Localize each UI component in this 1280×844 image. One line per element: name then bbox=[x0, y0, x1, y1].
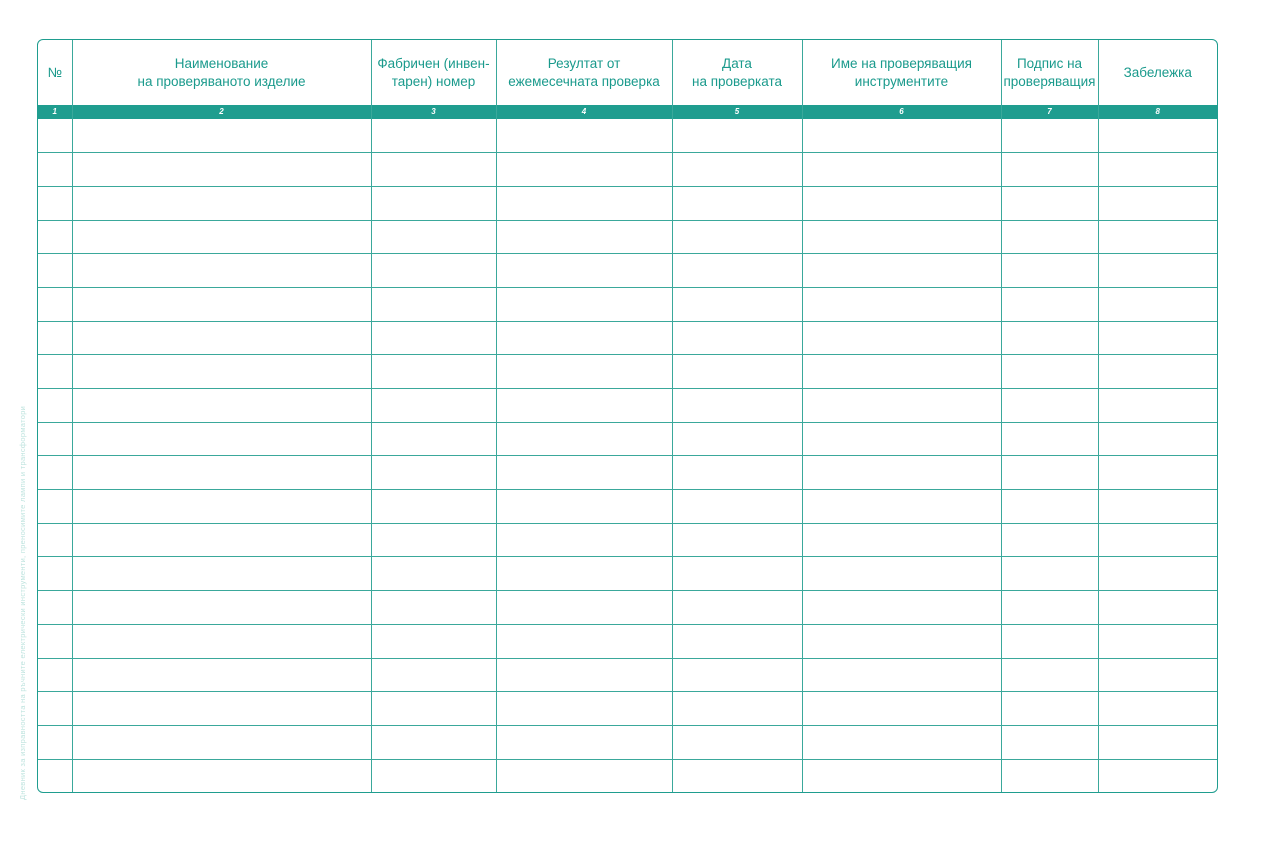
cell-inspector-signature bbox=[1001, 119, 1098, 153]
cell-number bbox=[38, 523, 72, 557]
cell-check-date bbox=[672, 389, 802, 423]
table-row bbox=[38, 692, 1217, 726]
cell-inspector-signature bbox=[1001, 725, 1098, 759]
cell-inspector-signature bbox=[1001, 153, 1098, 187]
table-row bbox=[38, 422, 1217, 456]
cell-number bbox=[38, 220, 72, 254]
table-row bbox=[38, 624, 1217, 658]
cell-serial-number bbox=[371, 624, 496, 658]
cell-remarks bbox=[1098, 591, 1217, 625]
column-number: 1 bbox=[38, 105, 72, 119]
column-number-row bbox=[38, 105, 1217, 119]
cell-remarks bbox=[1098, 759, 1217, 793]
cell-inspector-signature bbox=[1001, 321, 1098, 355]
cell-item-name bbox=[72, 389, 371, 423]
cell-serial-number bbox=[371, 287, 496, 321]
cell-serial-number bbox=[371, 557, 496, 591]
cell-item-name bbox=[72, 759, 371, 793]
cell-check-result bbox=[496, 186, 672, 220]
cell-check-result bbox=[496, 422, 672, 456]
cell-number bbox=[38, 355, 72, 389]
cell-serial-number bbox=[371, 321, 496, 355]
table-row bbox=[38, 119, 1217, 153]
table-row bbox=[38, 490, 1217, 524]
cell-check-result bbox=[496, 490, 672, 524]
column-number: 4 bbox=[496, 105, 672, 119]
cell-serial-number bbox=[371, 725, 496, 759]
cell-check-result bbox=[496, 254, 672, 288]
cell-inspector-name bbox=[802, 725, 1001, 759]
cell-number bbox=[38, 119, 72, 153]
cell-item-name bbox=[72, 254, 371, 288]
cell-serial-number bbox=[371, 591, 496, 625]
column-number: 8 bbox=[1098, 105, 1217, 119]
column-number: 3 bbox=[371, 105, 496, 119]
cell-serial-number bbox=[371, 490, 496, 524]
cell-number bbox=[38, 254, 72, 288]
cell-inspector-name bbox=[802, 287, 1001, 321]
cell-item-name bbox=[72, 287, 371, 321]
cell-inspector-name bbox=[802, 624, 1001, 658]
cell-remarks bbox=[1098, 624, 1217, 658]
cell-check-date bbox=[672, 725, 802, 759]
cell-remarks bbox=[1098, 119, 1217, 153]
cell-check-date bbox=[672, 557, 802, 591]
cell-check-date bbox=[672, 759, 802, 793]
cell-item-name bbox=[72, 153, 371, 187]
table-row bbox=[38, 591, 1217, 625]
cell-inspector-name bbox=[802, 523, 1001, 557]
cell-check-result bbox=[496, 287, 672, 321]
cell-number bbox=[38, 624, 72, 658]
header-inspector-name: Име на проверяващия инструментите bbox=[802, 40, 1001, 105]
cell-item-name bbox=[72, 119, 371, 153]
cell-inspector-signature bbox=[1001, 186, 1098, 220]
side-note: Дневник за изправността на ръчните електрически инструменти, преносимите лампи и трансформатори bbox=[18, 405, 27, 800]
cell-check-result bbox=[496, 321, 672, 355]
cell-number bbox=[38, 287, 72, 321]
cell-inspector-signature bbox=[1001, 422, 1098, 456]
table-row bbox=[38, 759, 1217, 793]
cell-check-result bbox=[496, 523, 672, 557]
cell-item-name bbox=[72, 523, 371, 557]
cell-check-result bbox=[496, 119, 672, 153]
cell-number bbox=[38, 692, 72, 726]
header-item-name: Наименование на проверяваното изделие bbox=[72, 40, 371, 105]
cell-check-date bbox=[672, 119, 802, 153]
cell-serial-number bbox=[371, 456, 496, 490]
cell-number bbox=[38, 456, 72, 490]
cell-remarks bbox=[1098, 658, 1217, 692]
cell-inspector-name bbox=[802, 254, 1001, 288]
cell-inspector-name bbox=[802, 456, 1001, 490]
cell-serial-number bbox=[371, 220, 496, 254]
cell-remarks bbox=[1098, 287, 1217, 321]
header-row bbox=[38, 40, 1217, 105]
column-number: 2 bbox=[72, 105, 371, 119]
cell-remarks bbox=[1098, 254, 1217, 288]
cell-remarks bbox=[1098, 153, 1217, 187]
cell-item-name bbox=[72, 658, 371, 692]
cell-remarks bbox=[1098, 422, 1217, 456]
cell-check-result bbox=[496, 658, 672, 692]
column-number: 5 bbox=[672, 105, 802, 119]
cell-check-date bbox=[672, 591, 802, 625]
journal-table bbox=[38, 40, 1217, 793]
cell-serial-number bbox=[371, 422, 496, 456]
cell-inspector-signature bbox=[1001, 523, 1098, 557]
cell-serial-number bbox=[371, 186, 496, 220]
table-row bbox=[38, 153, 1217, 187]
cell-serial-number bbox=[371, 254, 496, 288]
cell-check-result bbox=[496, 153, 672, 187]
cell-number bbox=[38, 186, 72, 220]
cell-serial-number bbox=[371, 153, 496, 187]
journal-body bbox=[38, 119, 1217, 793]
cell-item-name bbox=[72, 591, 371, 625]
cell-inspector-name bbox=[802, 591, 1001, 625]
cell-check-date bbox=[672, 186, 802, 220]
cell-inspector-name bbox=[802, 355, 1001, 389]
cell-check-date bbox=[672, 254, 802, 288]
header-check-result: Резултат от ежемесечната проверка bbox=[496, 40, 672, 105]
cell-inspector-name bbox=[802, 220, 1001, 254]
cell-check-date bbox=[672, 321, 802, 355]
cell-inspector-signature bbox=[1001, 591, 1098, 625]
cell-inspector-name bbox=[802, 658, 1001, 692]
cell-check-date bbox=[672, 624, 802, 658]
cell-check-date bbox=[672, 355, 802, 389]
table-row bbox=[38, 287, 1217, 321]
cell-inspector-signature bbox=[1001, 557, 1098, 591]
cell-item-name bbox=[72, 321, 371, 355]
cell-remarks bbox=[1098, 557, 1217, 591]
cell-number bbox=[38, 321, 72, 355]
cell-inspector-signature bbox=[1001, 658, 1098, 692]
cell-check-result bbox=[496, 759, 672, 793]
cell-item-name bbox=[72, 186, 371, 220]
cell-remarks bbox=[1098, 490, 1217, 524]
column-number: 7 bbox=[1001, 105, 1098, 119]
cell-inspector-name bbox=[802, 557, 1001, 591]
cell-inspector-signature bbox=[1001, 759, 1098, 793]
cell-serial-number bbox=[371, 523, 496, 557]
table-row bbox=[38, 725, 1217, 759]
table-row bbox=[38, 254, 1217, 288]
cell-number bbox=[38, 490, 72, 524]
cell-inspector-signature bbox=[1001, 254, 1098, 288]
cell-item-name bbox=[72, 422, 371, 456]
cell-check-date bbox=[672, 456, 802, 490]
cell-remarks bbox=[1098, 523, 1217, 557]
cell-inspector-signature bbox=[1001, 456, 1098, 490]
cell-check-result bbox=[496, 355, 672, 389]
cell-check-result bbox=[496, 624, 672, 658]
cell-inspector-name bbox=[802, 422, 1001, 456]
cell-remarks bbox=[1098, 692, 1217, 726]
cell-number bbox=[38, 389, 72, 423]
cell-check-result bbox=[496, 220, 672, 254]
cell-serial-number bbox=[371, 355, 496, 389]
cell-check-date bbox=[672, 220, 802, 254]
cell-serial-number bbox=[371, 658, 496, 692]
cell-number bbox=[38, 557, 72, 591]
cell-check-result bbox=[496, 692, 672, 726]
cell-remarks bbox=[1098, 725, 1217, 759]
cell-check-result bbox=[496, 389, 672, 423]
table-row bbox=[38, 658, 1217, 692]
header-inspector-signature: Подпис на проверяващия bbox=[1001, 40, 1098, 105]
table-row bbox=[38, 321, 1217, 355]
cell-remarks bbox=[1098, 321, 1217, 355]
cell-serial-number bbox=[371, 759, 496, 793]
cell-item-name bbox=[72, 355, 371, 389]
cell-inspector-signature bbox=[1001, 624, 1098, 658]
table-row bbox=[38, 186, 1217, 220]
cell-serial-number bbox=[371, 692, 496, 726]
cell-serial-number bbox=[371, 389, 496, 423]
cell-number bbox=[38, 591, 72, 625]
header-remarks: Забележка bbox=[1098, 40, 1217, 105]
cell-check-date bbox=[672, 692, 802, 726]
cell-remarks bbox=[1098, 355, 1217, 389]
header-check-date: Дата на проверката bbox=[672, 40, 802, 105]
cell-inspector-name bbox=[802, 153, 1001, 187]
cell-check-result bbox=[496, 725, 672, 759]
cell-inspector-signature bbox=[1001, 220, 1098, 254]
table-row bbox=[38, 220, 1217, 254]
cell-check-date bbox=[672, 523, 802, 557]
table-row bbox=[38, 557, 1217, 591]
cell-number bbox=[38, 725, 72, 759]
table-row bbox=[38, 355, 1217, 389]
cell-inspector-signature bbox=[1001, 287, 1098, 321]
cell-item-name bbox=[72, 220, 371, 254]
cell-inspector-name bbox=[802, 759, 1001, 793]
column-number: 6 bbox=[802, 105, 1001, 119]
table-row bbox=[38, 456, 1217, 490]
cell-inspector-signature bbox=[1001, 692, 1098, 726]
cell-inspector-signature bbox=[1001, 355, 1098, 389]
cell-inspector-name bbox=[802, 119, 1001, 153]
cell-item-name bbox=[72, 557, 371, 591]
cell-number bbox=[38, 658, 72, 692]
cell-check-result bbox=[496, 456, 672, 490]
cell-remarks bbox=[1098, 186, 1217, 220]
cell-item-name bbox=[72, 490, 371, 524]
cell-inspector-name bbox=[802, 490, 1001, 524]
cell-number bbox=[38, 422, 72, 456]
cell-check-date bbox=[672, 658, 802, 692]
journal-form bbox=[37, 39, 1218, 793]
cell-number bbox=[38, 153, 72, 187]
cell-remarks bbox=[1098, 456, 1217, 490]
cell-item-name bbox=[72, 692, 371, 726]
cell-remarks bbox=[1098, 389, 1217, 423]
header-serial-number: Фабричен (инвен- тарен) номер bbox=[371, 40, 496, 105]
cell-remarks bbox=[1098, 220, 1217, 254]
cell-inspector-name bbox=[802, 389, 1001, 423]
cell-serial-number bbox=[371, 119, 496, 153]
cell-check-date bbox=[672, 287, 802, 321]
cell-inspector-name bbox=[802, 186, 1001, 220]
cell-item-name bbox=[72, 725, 371, 759]
table-row bbox=[38, 389, 1217, 423]
cell-check-result bbox=[496, 591, 672, 625]
cell-inspector-name bbox=[802, 321, 1001, 355]
cell-check-result bbox=[496, 557, 672, 591]
table-row bbox=[38, 523, 1217, 557]
cell-inspector-name bbox=[802, 692, 1001, 726]
header-number: № bbox=[47, 64, 62, 80]
cell-check-date bbox=[672, 153, 802, 187]
cell-inspector-signature bbox=[1001, 490, 1098, 524]
cell-inspector-signature bbox=[1001, 389, 1098, 423]
cell-item-name bbox=[72, 456, 371, 490]
cell-number bbox=[38, 759, 72, 793]
cell-check-date bbox=[672, 422, 802, 456]
cell-item-name bbox=[72, 624, 371, 658]
cell-check-date bbox=[672, 490, 802, 524]
